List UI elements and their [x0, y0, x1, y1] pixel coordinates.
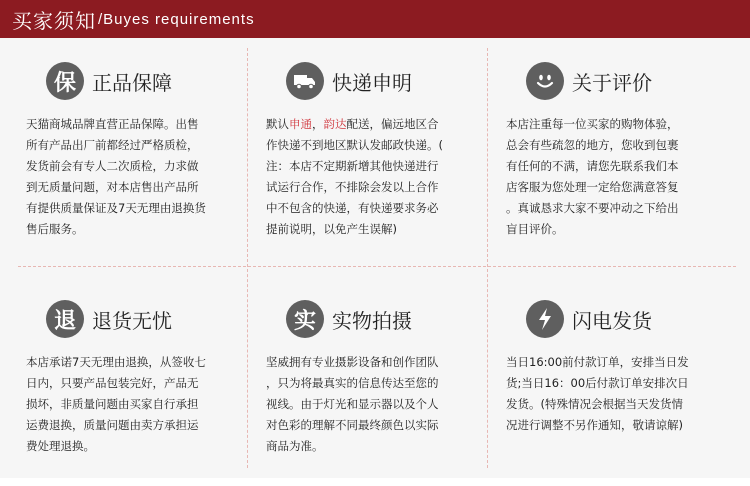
section-returns — [18, 276, 252, 486]
info-grid — [18, 38, 736, 478]
text-rest: 配送，偏远地区合 作快递不到地区默认发邮政快递。( 注：本店不定期新增其他快递进行 试运行合作，不排除会发以上合作 中不包含的快递，有快递要求务必 提前说明，以免产生误解) — [266, 117, 443, 236]
section-title: 关于评价 — [572, 70, 652, 95]
header-subtitle: /Buyes requirements — [98, 10, 255, 28]
section-header — [286, 62, 412, 100]
section-photography — [258, 276, 492, 486]
section-header — [526, 300, 652, 338]
section-fast-delivery — [498, 276, 732, 486]
section-text: 当日16:00前付款订单，安排当日发 货;当日16：00后付款订单安排次日 发货。(特殊情况会根据当天发货情 况进行调整不另作通知，敬请谅解) — [506, 355, 689, 432]
section-title: 正品保障 — [92, 70, 172, 95]
shi-icon: 实 — [286, 300, 324, 338]
section-text: 坚威拥有专业摄影设备和创作团队 ，只为将最真实的信息传达至您的 视线。由于灯光和显示器以及个人 对色彩的理解不同最终颜色以实际 商品为准。 — [266, 355, 439, 453]
section-header — [286, 300, 412, 338]
text-comma: ， — [312, 117, 324, 131]
section-shipping — [258, 38, 492, 248]
section-text — [266, 114, 486, 240]
section-title: 闪电发货 — [572, 308, 652, 333]
section-header — [526, 62, 652, 100]
truck-icon — [286, 62, 324, 100]
section-text: 本店承诺7天无理由退换，从签收七 日内，只要产品包装完好，产品无 损坏，非质量问题由买家自行承担 运费退换，质量问题由卖方承担运 费处理退换。 — [26, 355, 206, 453]
section-text: 本店注重每一位买家的购物体验， 总会有些疏忽的地方，您收到包裹 有任何的不满，请您先联系我们本 店客服为您处理一定给您满意答复 。真诚恳求大家不要冲动之下给出 盲目评价。 — [506, 117, 679, 236]
tui-icon: 退 — [46, 300, 84, 338]
section-reviews — [498, 38, 732, 248]
text-prefix: 默认 — [266, 117, 289, 131]
section-title: 快递申明 — [332, 70, 412, 95]
smiley-icon — [526, 62, 564, 100]
section-header — [46, 62, 172, 100]
section-text: 天猫商城品牌直营正品保障。出售 所有产品出厂前都经过严格质检， 发货前会有专人二次质检，力求做 到无质量问题，对本店售出产品所 有提供质量保证及7天无理由退换货 售后服务。 — [26, 117, 206, 236]
section-title: 实物拍摄 — [332, 308, 412, 333]
bao-icon: 保 — [46, 62, 84, 100]
courier-sto: 申通 — [289, 117, 312, 131]
header-title: 买家须知 — [12, 8, 96, 33]
section-genuine — [18, 38, 252, 248]
section-header — [46, 300, 172, 338]
header-bar — [0, 0, 750, 38]
info-panel — [0, 38, 750, 478]
section-title: 退货无忧 — [92, 308, 172, 333]
courier-yunda: 韵达 — [323, 117, 347, 131]
row-divider — [18, 266, 736, 267]
lightning-icon — [526, 300, 564, 338]
